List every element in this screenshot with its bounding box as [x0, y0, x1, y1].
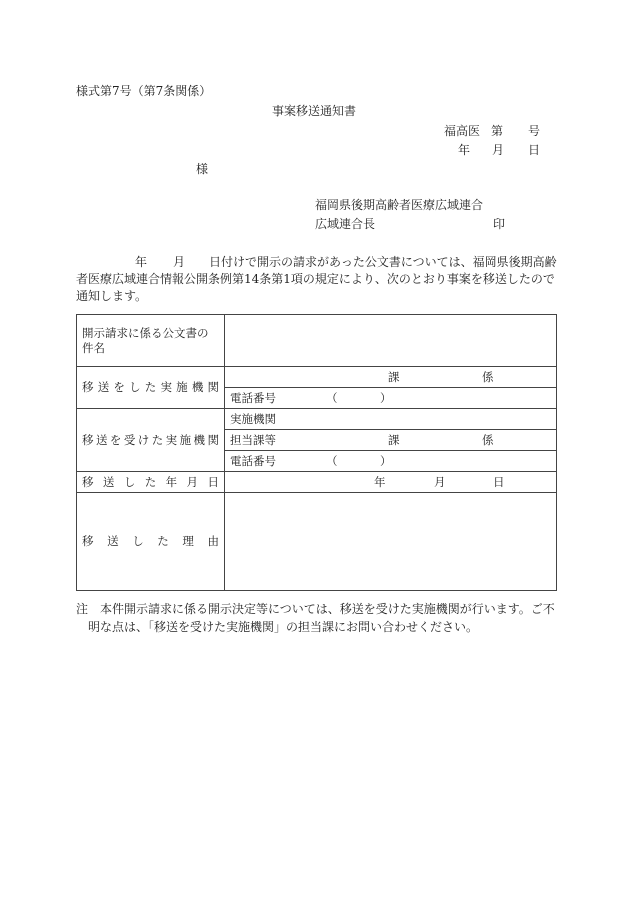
label-char: 実 — [165, 432, 178, 447]
to-dept-cell — [225, 430, 557, 451]
transfer-date-label — [77, 472, 225, 493]
to-org-cell — [225, 409, 557, 430]
from-phone-close: ） — [380, 390, 392, 405]
doc-number-prefix: 福高医 — [444, 124, 481, 138]
subject-value — [225, 315, 557, 367]
to-phone-close: ） — [380, 453, 392, 468]
label-char: 施 — [176, 380, 188, 394]
label-char: た — [151, 432, 164, 447]
to-phone-label: 電話番号 — [230, 453, 276, 468]
table-row — [77, 367, 557, 388]
body-line2: 者医療広域連合情報公開条例第14条第1項の規定により、次のとおり事案を移送したので — [76, 272, 555, 286]
transfer-year: 年 — [374, 474, 386, 489]
subject-label: 開示請求に係る公文書の件名 — [77, 315, 225, 367]
body-line1-text: 日付けで開示の請求があった公文書については、福岡県後期高齢 — [209, 255, 557, 269]
transfer-reason-value — [225, 493, 557, 591]
from-phone-open: （ — [326, 390, 338, 405]
doc-number-go: 号 — [528, 124, 541, 138]
to-phone-open: （ — [326, 453, 338, 468]
table-row — [77, 472, 557, 493]
to-org-label: 実施機関 — [230, 411, 276, 426]
label-char: し — [129, 380, 141, 394]
doc-number-dai: 第 — [491, 124, 504, 138]
table-row — [77, 493, 557, 591]
from-dept-cell — [225, 367, 557, 388]
from-ka-label: 課 — [388, 369, 400, 384]
label-char: た — [157, 534, 169, 548]
label-char: 移 — [82, 474, 94, 489]
from-kakari-label: 係 — [482, 369, 494, 384]
label-char: 送 — [102, 474, 115, 489]
addressee-honorific: 様 — [196, 162, 209, 176]
label-char: け — [137, 432, 150, 447]
label-char: 移 — [82, 380, 94, 394]
seal-mark: 印 — [493, 217, 506, 231]
label-char: 理 — [182, 534, 194, 548]
transfer-table — [76, 314, 557, 591]
transfer-date-cell — [225, 472, 557, 493]
label-char: 機 — [193, 432, 205, 447]
body-year: 年 — [135, 255, 148, 269]
label-char: 月 — [186, 474, 199, 489]
from-phone-cell — [225, 388, 557, 409]
form-number-label: 様式第7号（第7条関係） — [76, 84, 212, 98]
label-char: 年 — [165, 474, 178, 489]
label-char: た — [144, 380, 157, 394]
label-char: し — [132, 534, 144, 548]
table-row — [77, 315, 557, 367]
sender-title: 広域連合長 — [315, 217, 376, 231]
table-row — [77, 409, 557, 430]
label-char: 関 — [207, 380, 219, 394]
label-char: 送 — [107, 534, 119, 548]
label-char: 日 — [207, 474, 219, 489]
label-char: 送 — [97, 380, 110, 394]
footnote — [76, 600, 561, 636]
label-char: 移 — [82, 534, 94, 548]
transfer-month: 月 — [434, 474, 446, 489]
to-dept-label: 担当課等 — [230, 432, 276, 447]
body-month: 月 — [173, 255, 186, 269]
label-char: た — [144, 474, 157, 489]
transfer-reason-label-text — [82, 534, 219, 549]
from-agency-label-text — [82, 380, 219, 395]
issue-date-month: 月 — [492, 143, 505, 157]
to-agency-label-text — [82, 433, 219, 448]
label-char: 実 — [160, 380, 172, 394]
sender-organization: 福岡県後期高齢者医療広域連合 — [315, 198, 484, 212]
transfer-reason-label — [77, 493, 225, 591]
to-phone-cell — [225, 451, 557, 472]
issue-date-day: 日 — [528, 143, 541, 157]
footnote-line1: 注 本件開示請求に係る開示決定等については、移送を受けた実施機関が行います。ご不 — [76, 602, 555, 616]
transfer-day: 日 — [493, 474, 505, 489]
document-title: 事案移送通知書 — [272, 104, 357, 118]
label-char: 機 — [191, 380, 204, 394]
body-text — [76, 254, 556, 305]
label-char: 移 — [82, 432, 94, 447]
body-line3: 通知します。 — [76, 289, 148, 303]
label-char: 関 — [207, 432, 219, 447]
label-char: を — [113, 380, 125, 394]
transfer-date-label-text — [82, 475, 219, 490]
issue-date-year: 年 — [458, 143, 471, 157]
to-ka-label: 課 — [388, 432, 400, 447]
from-agency-label — [77, 367, 225, 409]
label-char: 施 — [179, 432, 192, 447]
label-char: を — [109, 432, 122, 447]
to-agency-label — [77, 409, 225, 472]
label-char: 受 — [123, 432, 136, 447]
label-char: 由 — [207, 534, 219, 548]
label-char: 送 — [95, 432, 108, 447]
footnote-line2: 明な点は、「移送を受けた実施機関」の担当課にお問い合わせください。 — [76, 620, 479, 634]
label-char: し — [123, 474, 136, 489]
from-phone-label: 電話番号 — [230, 390, 276, 405]
to-kakari-label: 係 — [482, 432, 494, 447]
